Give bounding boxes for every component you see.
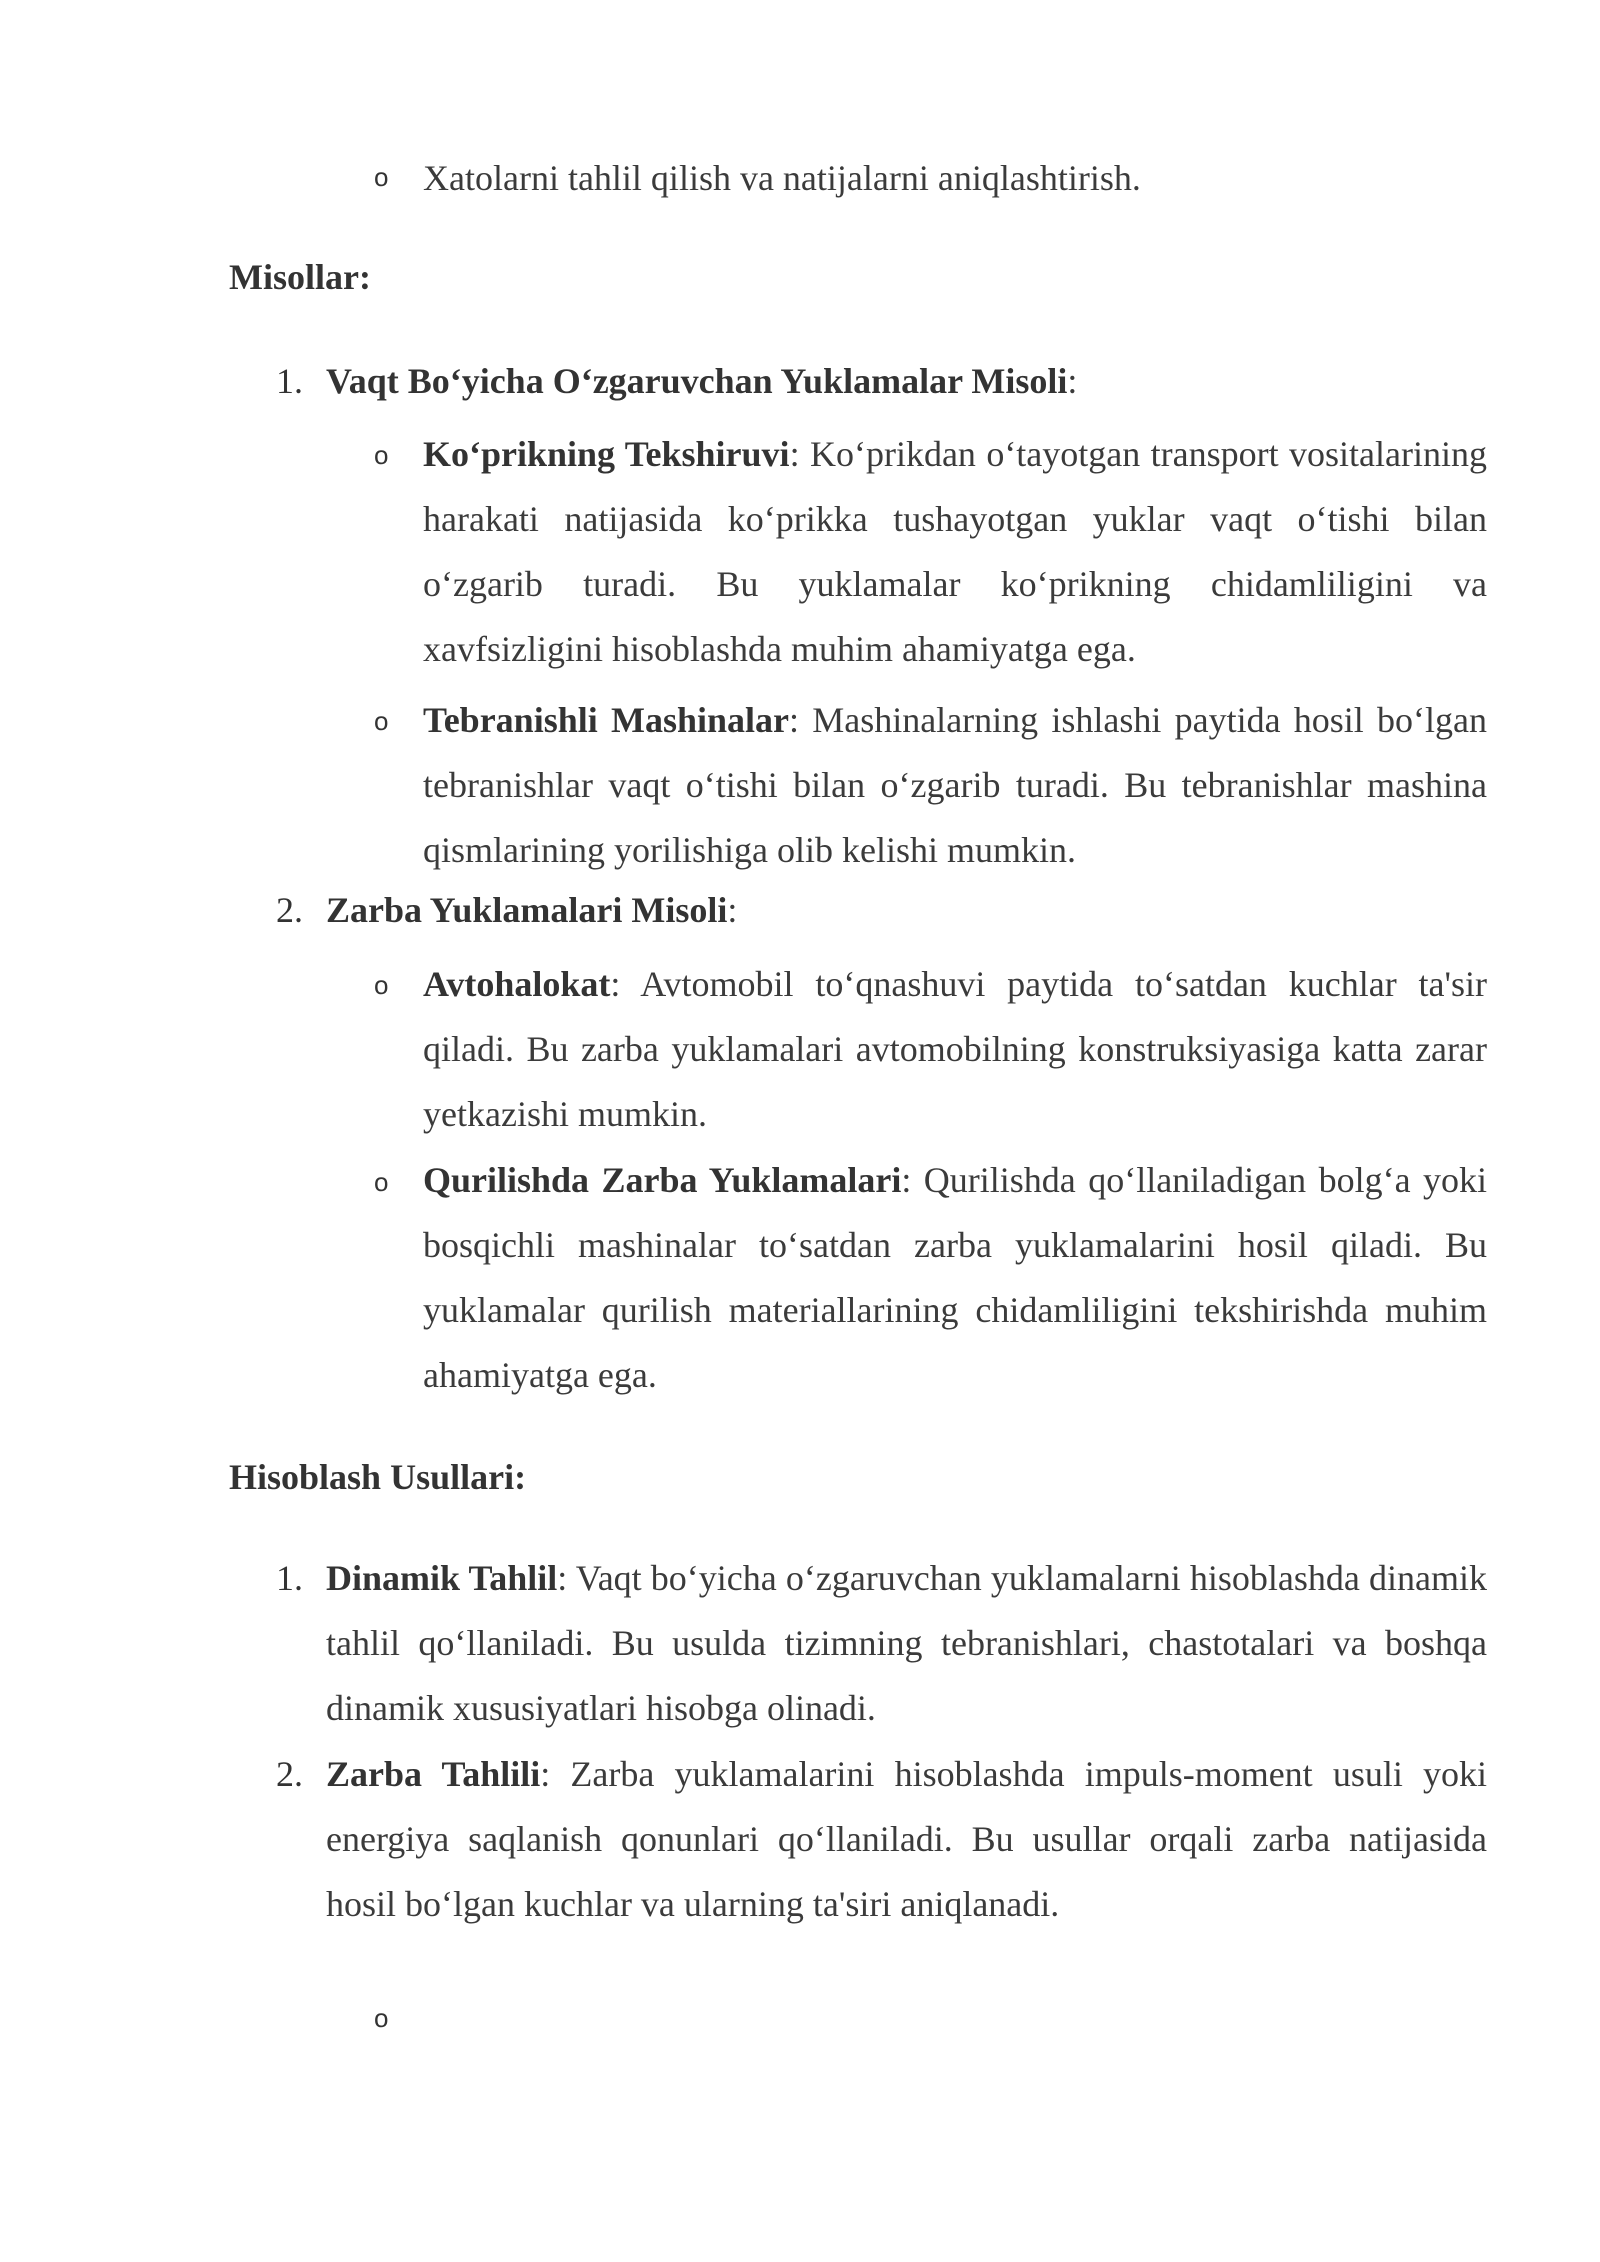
bullet-title: Qurilishda Zarba Yuklamalari	[423, 1160, 902, 1200]
bullet-title: Ko‘prikning Tekshiruvi	[423, 434, 790, 474]
bullet-paragraph	[423, 422, 1487, 682]
list-item-title-row	[326, 349, 1487, 414]
list-item-title: Zarba Tahlili	[326, 1754, 541, 1794]
bullet-marker: o	[374, 970, 389, 1000]
bullet-marker: o	[374, 162, 389, 192]
list-item-body: : Vaqt bo‘yicha o‘zgaruvchan yuklamalarni hisoblashda dinamik tahlil qo‘llaniladi. Bu usulda tizimning tebranishlari, chastotalari va boshqa dinamik xususiyatlari hisobga olinadi.	[326, 1558, 1487, 1728]
bullet-title: Tebranishli Mashinalar	[423, 700, 789, 740]
section-heading-misollar: Misollar:	[229, 257, 371, 297]
bullet-text: Xatolarni tahlil qilish va natijalarni aniqlashtirish.	[423, 158, 1141, 198]
list-item-title: Dinamik Tahlil	[326, 1558, 558, 1598]
bullet-body: : Avtomobil to‘qnashuvi paytida to‘satdan kuchlar ta'sir qiladi. Bu zarba yuklamalari avtomobilning konstruksiyasiga katta zarar yetkazishi mumkin.	[423, 964, 1487, 1134]
bullet-marker: o	[374, 2003, 389, 2033]
bullet-body: : Mashinalarning ishlashi paytida hosil bo‘lgan tebranishlar vaqt o‘tishi bilan o‘zgarib turadi. Bu tebranishlar mashina qismlarining yorilishiga olib kelishi mumkin.	[423, 700, 1487, 870]
list-number: 2.	[276, 1754, 303, 1794]
list-item-paragraph	[326, 1742, 1487, 1937]
bullet-body: : Ko‘prikdan o‘tayotgan transport vositalarining harakati natijasida ko‘prikka tushayotgan yuklar vaqt o‘tishi bilan o‘zgarib turadi. Bu yuklamalar ko‘prikning chidamliligini va xavfsizligini hisoblashda muhim ahamiyatga ega.	[423, 434, 1488, 669]
bullet-paragraph	[423, 1148, 1487, 1408]
list-item-body: : Zarba yuklamalarini hisoblashda impuls-moment usuli yoki energiya saqlanish qonunlari qo‘llaniladi. Bu usullar orqali zarba natijasida hosil bo‘lgan kuchlar va ularning ta'siri aniqlanadi.	[326, 1754, 1487, 1924]
list-item-paragraph	[326, 1546, 1487, 1741]
list-item-title-row	[326, 878, 1487, 943]
bullet-marker: o	[374, 1167, 389, 1197]
list-item-colon: :	[1067, 361, 1078, 401]
section-heading-hisoblash-usullari: Hisoblash Usullari:	[229, 1457, 527, 1497]
list-item-colon: :	[727, 890, 738, 930]
bullet-body: : Qurilishda qo‘llaniladigan bolg‘a yoki bosqichli mashinalar to‘satdan zarba yuklamalarini hosil qiladi. Bu yuklamalar qurilish materiallarining chidamliligini tekshirishda muhim ahamiyatga ega.	[423, 1160, 1488, 1395]
list-number: 2.	[276, 890, 303, 930]
bullet-paragraph	[423, 952, 1487, 1147]
list-number: 1.	[276, 1558, 303, 1598]
bullet-paragraph	[423, 688, 1487, 883]
list-item-title: Zarba Yuklamalari Misoli	[326, 890, 728, 930]
bullet-title: Avtohalokat	[423, 964, 611, 1004]
bullet-marker: o	[374, 440, 389, 470]
list-number: 1.	[276, 361, 303, 401]
bullet-marker: o	[374, 706, 389, 736]
list-item-title: Vaqt Bo‘yicha O‘zgaruvchan Yuklamalar Misoli	[326, 361, 1068, 401]
